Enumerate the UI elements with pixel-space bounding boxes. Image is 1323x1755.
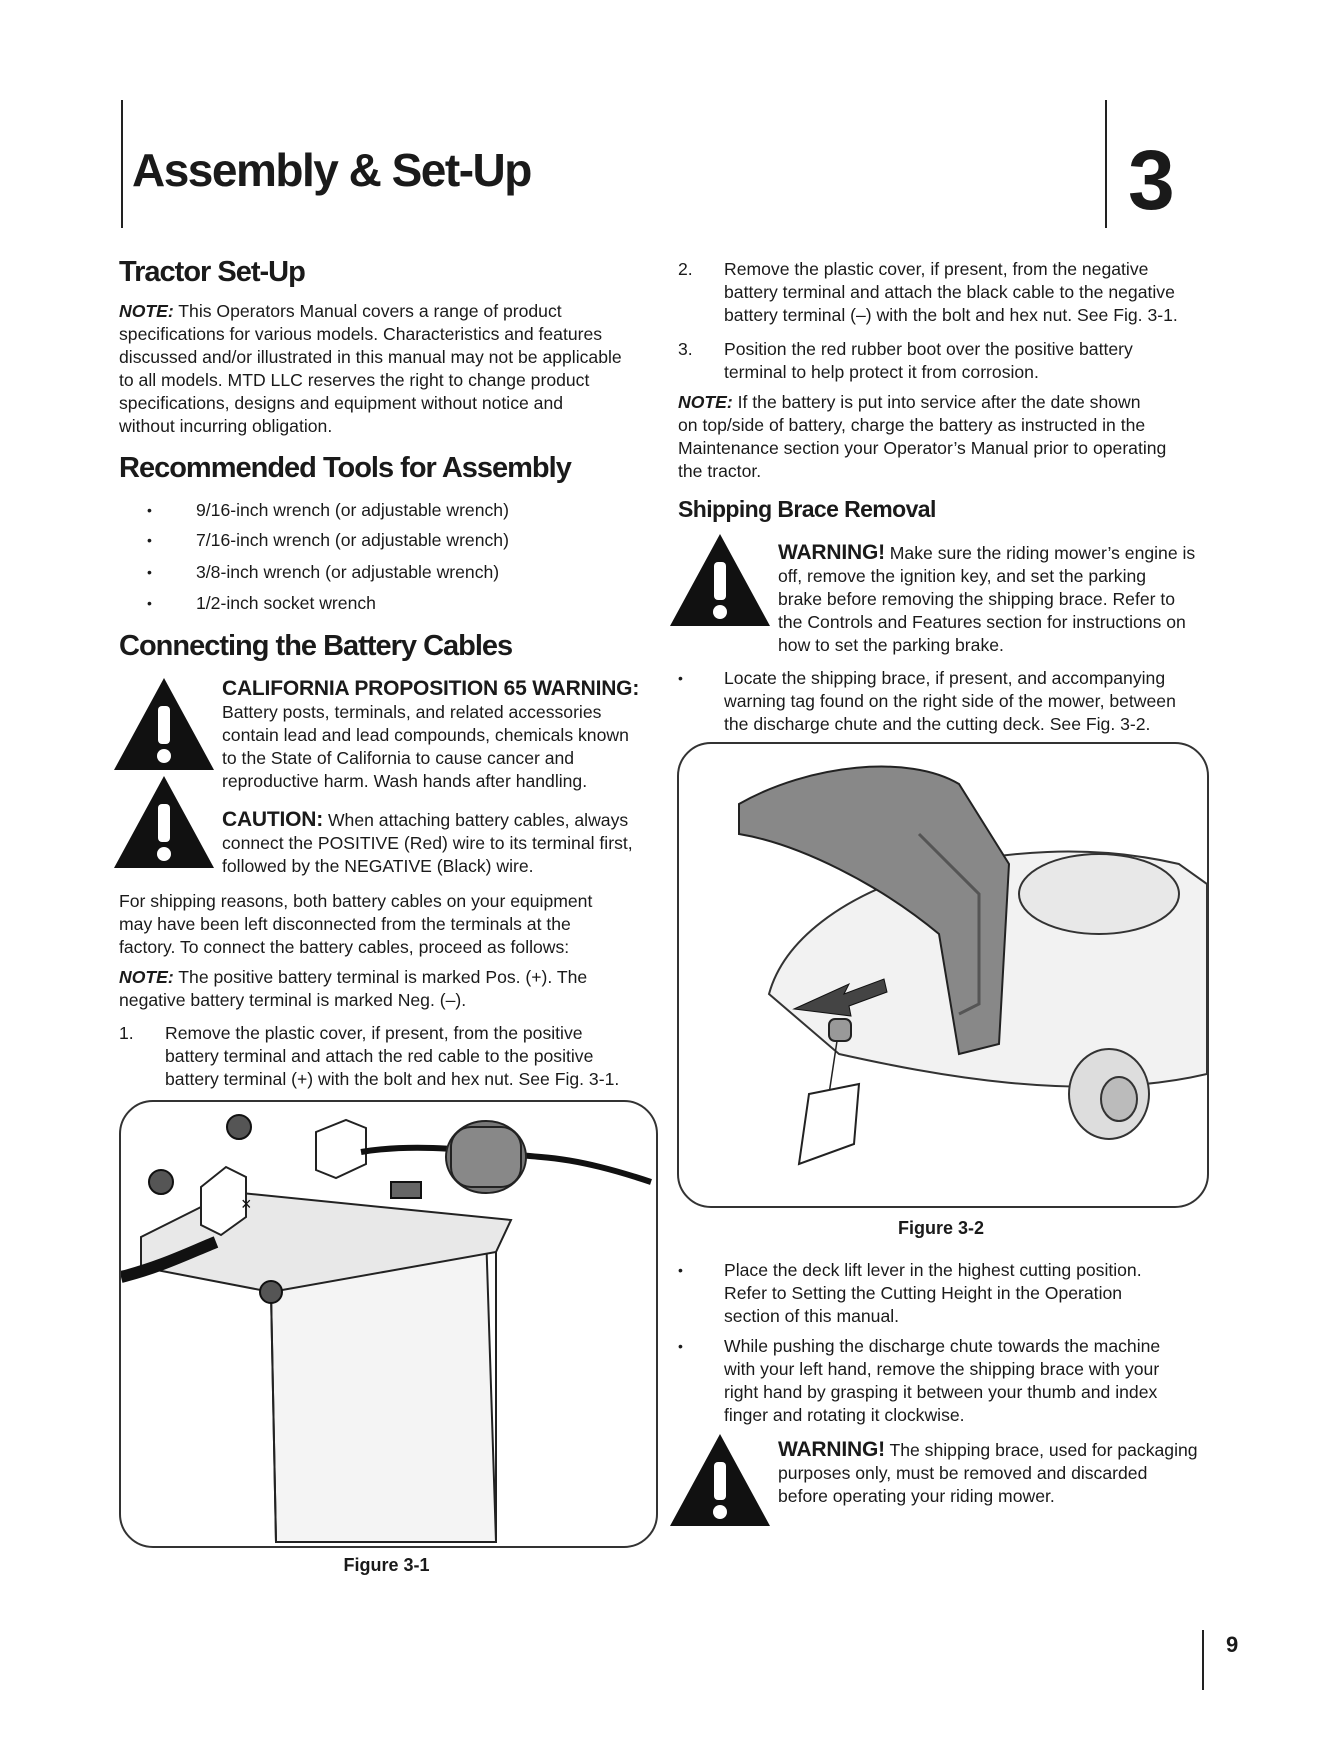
prop65-line: Battery posts, terminals, and related accessories <box>222 702 602 722</box>
caution-line: CAUTION: When attaching battery cables, always <box>222 808 629 831</box>
warning-triangle-icon <box>668 1432 772 1528</box>
prop65-line: reproductive harm. Wash hands after handling. <box>222 771 588 791</box>
note-battery-service <box>678 391 1218 483</box>
note-label: NOTE: <box>119 301 174 321</box>
paragraph-line: may have been left disconnected from the terminals at the <box>119 914 571 934</box>
warning-line: WARNING! Make sure the riding mower’s engine is <box>778 541 1196 564</box>
prop65-line: contain lead and lead compounds, chemicals known <box>222 725 629 745</box>
heading-recommended-tools: Recommended Tools for Assembly <box>119 452 571 484</box>
warning-triangle-icon <box>112 774 216 870</box>
page-number: 9 <box>1226 1632 1239 1657</box>
note-line: to all models. MTD LLC reserves the right to change product <box>119 370 590 390</box>
svg-text:×: × <box>241 1194 252 1214</box>
figure-3-2-frame <box>677 742 1209 1208</box>
list-item-remove-brace: • While pushing the discharge chute towards the machine with your left hand, remove the shipping brace with your right hand by grasping it between your thumb and index finger and rotating it clockwise. <box>678 1336 1161 1425</box>
step-number: 2. <box>678 259 693 279</box>
caution-line: followed by the NEGATIVE (Black) wire. <box>222 856 534 876</box>
paragraph-line: For shipping reasons, both battery cables on your equipment <box>119 891 593 911</box>
caution-line: connect the POSITIVE (Red) wire to its terminal first, <box>222 833 633 853</box>
warning-triangle-icon <box>668 532 772 628</box>
bullet-icon: • <box>678 1262 683 1278</box>
warning-line: purposes only, must be removed and discarded <box>778 1463 1148 1483</box>
step-number: 1. <box>119 1023 134 1043</box>
note-line: the tractor. <box>678 461 762 481</box>
note-line: specifications for various models. Characteristics and features <box>119 324 603 344</box>
note-tractor-setup <box>119 300 659 438</box>
figure-3-1-caption: Figure 3-1 <box>343 1555 430 1575</box>
heading-connecting-battery: Connecting the Battery Cables <box>119 630 513 662</box>
warning-title: WARNING! <box>778 1438 885 1461</box>
shipping-brace-warning <box>778 541 1218 657</box>
chapter-number: 3 <box>1128 133 1175 227</box>
note-label: NOTE: <box>119 967 174 987</box>
warning-triangle-icon <box>112 676 216 772</box>
caution-block <box>222 808 662 878</box>
step-number: 3. <box>678 339 693 359</box>
header-rule-right <box>1105 100 1107 228</box>
list-item-tool: • 3/8-inch wrench (or adjustable wrench) <box>147 562 500 582</box>
list-item-tool: • 7/16-inch wrench (or adjustable wrench) <box>147 530 509 550</box>
list-item-tool: • 9/16-inch wrench (or adjustable wrench) <box>147 500 509 520</box>
brace-discard-warning <box>778 1438 1218 1508</box>
bullet-icon: • <box>147 564 152 580</box>
prop65-warning <box>222 677 662 793</box>
step-2: 2. Remove the plastic cover, if present, from the negative battery terminal and attach the black cable to the negative battery terminal (–) with the bolt and hex nut. See Fig. 3-1. <box>678 259 1178 325</box>
note-line: on top/side of battery, charge the battery as instructed in the <box>678 415 1146 435</box>
note-line: NOTE: This Operators Manual covers a range of product <box>119 301 562 321</box>
bullet-icon: • <box>147 595 152 611</box>
chapter-title: Assembly & Set-Up <box>132 144 531 196</box>
mower-illustration <box>679 744 1207 1206</box>
note-line: NOTE: The positive battery terminal is marked Pos. (+). The <box>119 967 588 987</box>
step-3: 3. Position the red rubber boot over the positive battery terminal to help protect it from corrosion. <box>678 339 1133 382</box>
note-battery-terminals <box>119 966 659 1012</box>
warning-line: how to set the parking brake. <box>778 635 1004 655</box>
warning-line: brake before removing the shipping brace. Refer to <box>778 589 1176 609</box>
figure-3-1-frame <box>119 1100 658 1548</box>
note-line: NOTE: If the battery is put into service after the date shown <box>678 392 1141 412</box>
caution-title: CAUTION: <box>222 808 324 831</box>
bullet-icon: • <box>147 532 152 548</box>
note-line: specifications, designs and equipment without notice and <box>119 393 564 413</box>
note-label: NOTE: <box>678 392 733 412</box>
bullet-icon: • <box>678 670 683 686</box>
note-line: Maintenance section your Operator’s Manual prior to operating <box>678 438 1167 458</box>
heading-tractor-setup: Tractor Set-Up <box>119 256 305 288</box>
bullet-icon: • <box>678 1338 683 1354</box>
header-rule-left <box>121 100 123 228</box>
warning-line: off, remove the ignition key, and set the parking <box>778 566 1147 586</box>
warning-line: WARNING! The shipping brace, used for packaging <box>778 1438 1198 1461</box>
footer-rule <box>1202 1630 1204 1690</box>
list-item-tool: • 1/2-inch socket wrench <box>147 593 376 613</box>
note-line: without incurring obligation. <box>119 416 333 436</box>
heading-shipping-brace-removal: Shipping Brace Removal <box>678 496 936 522</box>
step-1: 1. Remove the plastic cover, if present, from the positive battery terminal and attach the red cable to the positive battery terminal (+) with the bolt and hex nut. See Fig. 3-1. <box>119 1023 620 1089</box>
shipping-reasons-paragraph <box>119 890 659 959</box>
list-item-deck-lift: • Place the deck lift lever in the highest cutting position. Refer to Setting the Cutting Height in the Operation section of this manual. <box>678 1260 1142 1326</box>
prop65-title: CALIFORNIA PROPOSITION 65 WARNING: <box>222 677 640 700</box>
figure-3-2-caption: Figure 3-2 <box>897 1218 985 1238</box>
warning-line: before operating your riding mower. <box>778 1486 1055 1506</box>
warning-title: WARNING! <box>778 541 885 564</box>
note-line: discussed and/or illustrated in this manual may not be applicable <box>119 347 622 367</box>
battery-illustration <box>121 1102 656 1546</box>
paragraph-line: factory. To connect the battery cables, proceed as follows: <box>119 937 570 957</box>
note-line: negative battery terminal is marked Neg. (–). <box>119 990 467 1010</box>
list-item-locate-brace: • Locate the shipping brace, if present, and accompanying warning tag found on the right side of the mower, between the discharge chute and the cutting deck. See Fig. 3-2. <box>678 668 1176 734</box>
warning-line: the Controls and Features section for instructions on <box>778 612 1186 632</box>
prop65-line: to the State of California to cause cancer and <box>222 748 575 768</box>
bullet-icon: • <box>147 502 152 518</box>
